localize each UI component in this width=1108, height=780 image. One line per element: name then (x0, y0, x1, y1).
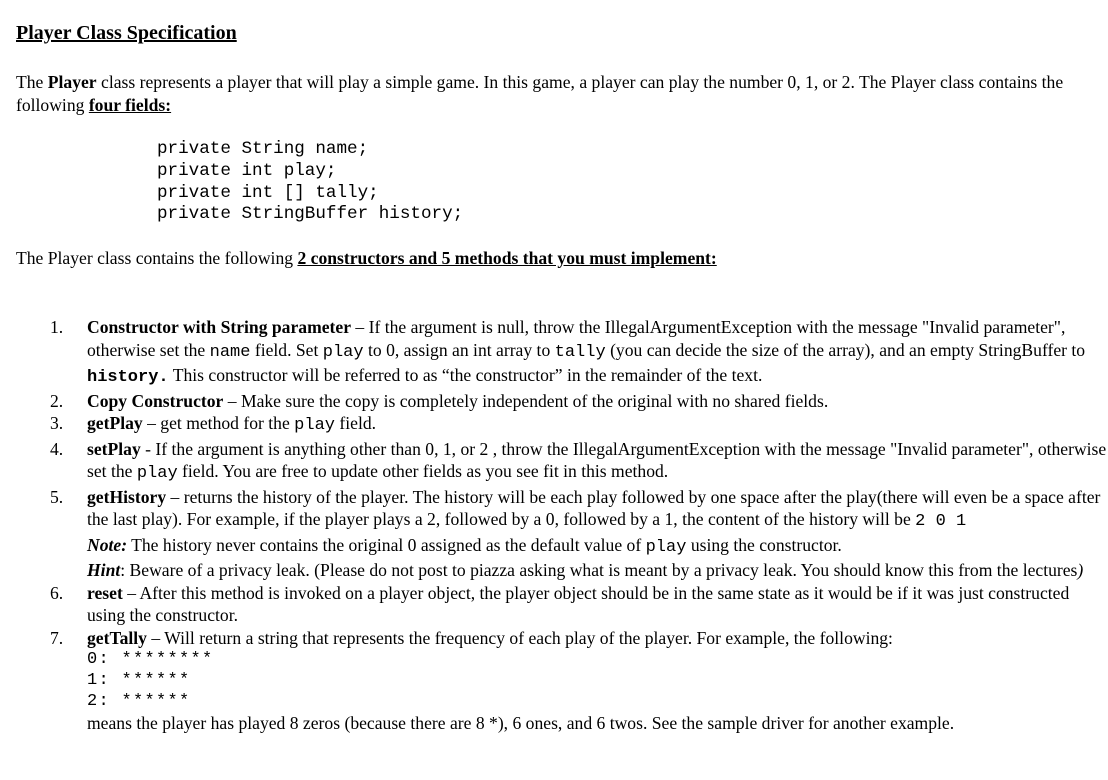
code-line: private StringBuffer history; (157, 204, 464, 225)
item-number: 2. (50, 390, 64, 411)
list-item (16, 582, 1108, 627)
list-item (16, 390, 1108, 413)
methods-intro-text: The Player class contains the following (16, 248, 298, 268)
note-text: using the constructor. (686, 534, 842, 555)
item-text: - If the argument is anything other than 0, 1, or 2 , throw the IllegalArgumentException with the message "Invalid parameter", otherwise set the (87, 438, 1107, 481)
item-title: reset (87, 582, 123, 603)
four-fields-heading: four fields: (88, 94, 172, 115)
item-number: 7. (50, 627, 64, 648)
item-title: getHistory (87, 486, 167, 507)
note-line (87, 534, 1108, 560)
hint-close: ) (1077, 560, 1084, 580)
page-title: Player Class Specification (16, 22, 237, 44)
tally-line: 1: ****** (87, 671, 191, 690)
intro-text-2: class represents a player that will play a simple game. In this game, a player can play the number 0, 1, or 2. The Player class contains the following (16, 72, 1064, 115)
list-item (16, 486, 1108, 582)
item-number: 5. (50, 486, 64, 507)
tally-line: 0: ******** (87, 650, 214, 669)
hint-text: : Beware of a privacy leak. (Please do not post to piazza asking what is meant by a privacy leak. You should know this from the lectures (120, 560, 1078, 580)
item-number: 3. (50, 413, 64, 433)
inline-code: play (322, 342, 364, 362)
field-declarations (157, 139, 463, 226)
item-text: to 0, assign an int array to (363, 339, 555, 360)
inline-code: tally (554, 342, 606, 362)
item-number: 1. (50, 317, 64, 337)
code-line: private int play; (157, 160, 337, 181)
item-text: – returns the history of the player. The history will be each play followed by one space after the play(there will even be a space after the last play). For example, if the player plays a 2, followed by a 0, followed by a 1, the content of the history will be (87, 486, 1101, 529)
inline-code: name (209, 342, 251, 362)
code-line: private int [] tally; (157, 182, 379, 203)
list-item (16, 627, 1108, 735)
item-text: This constructor will be referred to as “the constructor” in the remainder of the text. (168, 365, 763, 385)
item-text: – After this method is invoked on a player object, the player object should be in the same state as it would be if it was just constructed using the constructor. (87, 582, 1070, 625)
list-item (16, 438, 1108, 486)
intro-paragraph (16, 71, 1101, 116)
item-title: setPlay (87, 438, 141, 459)
item-text: means the player has played 8 zeros (because there are 8 *), 6 ones, and 6 twos. See the sample driver for another example. (87, 713, 955, 733)
inline-code: play (136, 464, 178, 483)
note-label: Note: (87, 534, 128, 555)
hint-label: Hint (87, 560, 121, 580)
item-text: – Make sure the copy is completely independent of the original with no shared fields. (223, 390, 829, 411)
item-text: (you can decide the size of the array), and an empty StringBuffer to (605, 339, 1086, 360)
player-class-name: Player (47, 72, 97, 92)
intro-text: The (16, 72, 48, 92)
methods-intro-paragraph (16, 247, 717, 270)
inline-code: play (294, 416, 335, 435)
hint-line (87, 559, 1108, 582)
method-list (16, 316, 1108, 735)
tally-line: 2: ****** (87, 692, 191, 711)
item-text: field. Set (250, 339, 323, 360)
item-text: field. (334, 413, 377, 433)
item-title: getPlay (87, 413, 143, 433)
item-number: 6. (50, 582, 64, 603)
methods-heading: 2 constructors and 5 methods that you must implement: (297, 248, 717, 268)
inline-code: 2 0 1 (915, 512, 967, 531)
item-text: – Will return a string that represents the frequency of each play of the player. For example, the following: (146, 627, 893, 648)
item-text: – If the argument is null, throw the IllegalArgumentException with the message "Invalid parameter", otherwise set the (87, 317, 1066, 360)
code-line: private String name; (157, 139, 369, 159)
note-text: The history never contains the original 0 assigned as the default value of (127, 534, 646, 555)
item-text: – get method for the (142, 413, 295, 433)
item-number: 4. (50, 438, 64, 459)
inline-code: play (645, 537, 687, 557)
list-item (16, 412, 1108, 438)
item-text: field. You are free to update other fields as you see fit in this method. (177, 461, 669, 481)
inline-code: history. (87, 368, 169, 387)
list-item (16, 316, 1108, 390)
item-title: Copy Constructor (87, 390, 224, 411)
item-title: Constructor with String parameter (87, 317, 352, 337)
item-title: getTally (87, 627, 147, 648)
